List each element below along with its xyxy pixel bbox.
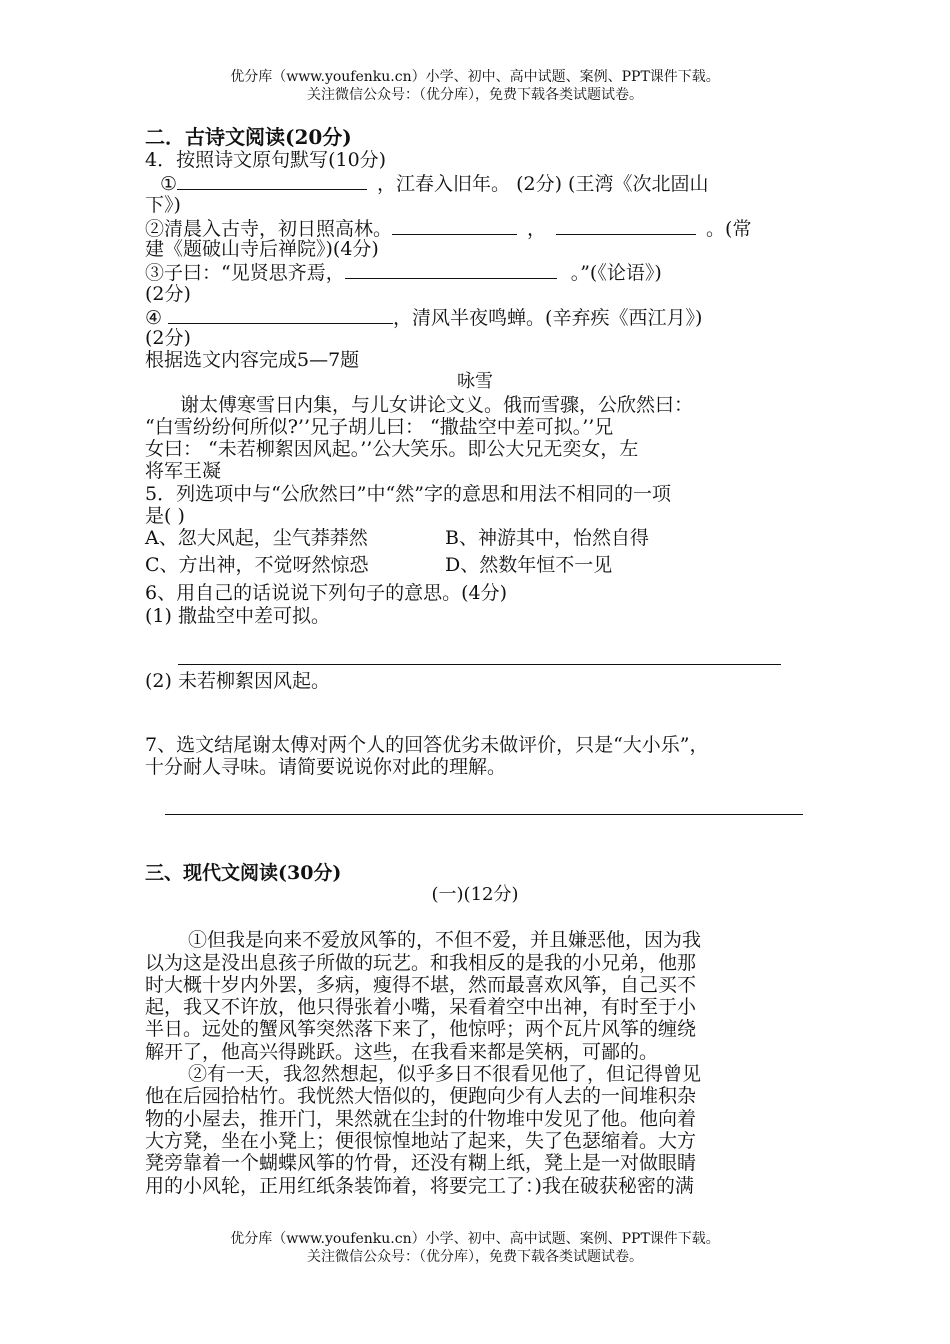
q4-item2-text: ②清晨入古寺，初日照高林。 (145, 218, 393, 240)
paragraph-line: 半日。远处的蟹风筝突然落下来了，他惊呼；两个瓦片风筝的缠绕 (145, 1018, 697, 1040)
q4-item2-sep: ， (527, 218, 547, 240)
q5-option-d: D、然数年恒不一见 (445, 554, 613, 576)
q4-item4-text: ，清风半夜鸣蝉。(辛弃疾《西江月》) (393, 307, 703, 329)
q4-item1-blank[interactable] (177, 171, 367, 190)
paragraph-line: ②有一天，我忽然想起，似乎多日不很看见他了，但记得曾见 (188, 1063, 702, 1085)
q7-answer-line[interactable] (165, 814, 803, 815)
q4-item1 (160, 171, 708, 195)
q4-item2-cont: 建《题破山寺后禅院》)(4分) (145, 238, 379, 260)
q4-item3-score: (2分) (145, 283, 191, 305)
q4-item3-end: 。”(《论语》) (570, 262, 662, 284)
q6-title: 6、用自己的话说说下列句子的意思。(4分) (145, 582, 508, 604)
q6-item2: (2) 未若柳絮因风起。 (145, 670, 330, 692)
q4-item4-score: (2分) (145, 327, 191, 349)
page-footer-line2: 关注微信公众号：（优分库），免费下载各类试题试卷。 (307, 1249, 643, 1265)
section2-title: 二．古诗文阅读(20分) (145, 125, 352, 149)
passage-line: 将军王凝 (145, 460, 222, 482)
q4-item4-blank[interactable] (168, 305, 393, 324)
q7-line1: 7、选文结尾谢太傅对两个人的回答优劣未做评价，只是“大小乐”， (145, 734, 709, 756)
q5-option-b: B、神游其中，怡然自得 (445, 527, 649, 549)
paragraph-line: 解开了，他高兴得跳跃。这些，在我看来都是笑柄，可鄙的。 (145, 1041, 659, 1063)
q4-item4-num: ④ (145, 307, 163, 329)
poem-title: 咏雪 (457, 371, 493, 392)
q4-item2-end: 。(常 (706, 218, 752, 240)
paragraph-line: 以为这是没出息孩子所做的玩艺。和我相反的是我的小兄弟，他那 (145, 952, 697, 974)
q4-item2-blank2[interactable] (556, 216, 696, 235)
paragraph-line: 物的小屋去，推开门，果然就在尘封的什物堆中发见了他。他向着 (145, 1108, 697, 1130)
page-header-line2: 关注微信公众号：（优分库），免费下载各类试题试卷。 (307, 87, 643, 103)
q6-answer-line[interactable] (178, 664, 781, 665)
q5-option-c: C、方出神，不觉呀然惊恐 (145, 554, 369, 576)
q4-item1-text: ，江春入旧年。 (2分) (王湾《次北固山 (377, 173, 709, 195)
page-footer-line1: 优分库（www.youfenku.cn）小学、初中、高中试题、案例、PPT课件下载。 (230, 1231, 720, 1247)
page-header-line1: 优分库（www.youfenku.cn）小学、初中、高中试题、案例、PPT课件下载。 (230, 69, 720, 85)
paragraph-line: 他在后园拾枯竹。我恍然大悟似的，便跑向少有人去的一间堆积杂 (145, 1085, 697, 1107)
q4-item1-cont: 下》) (145, 194, 181, 216)
section3-title: 三、现代文阅读(30分) (145, 862, 342, 884)
q4-item3-blank[interactable] (345, 260, 557, 279)
paragraph-line: ①但我是向来不爱放风筝的，不但不爱，并且嫌恶他，因为我 (188, 929, 702, 951)
q5-option-a: A、忽大风起，尘气莽莽然 (145, 527, 368, 549)
q5-line1: 5．列选项中与“公欣然曰”中“然”字的意思和用法不相同的一项 (145, 483, 671, 505)
passage-line: 女曰： “未若柳絮因风起。’’公大笑乐。即公大兄无奕女，左 (145, 438, 639, 460)
paragraph-line: 时大概十岁内外罢，多病，瘦得不堪，然而最喜欢风筝，自己买不 (145, 974, 697, 996)
q4-item2-blank1[interactable] (392, 216, 517, 235)
part-title: (一)(12分) (431, 884, 519, 905)
q4-title: 4．按照诗文原句默写(10分) (145, 149, 387, 171)
q6-item1: (1) 撒盐空中差可拟。 (145, 605, 330, 627)
paragraph-line: 大方凳，坐在小凳上；便很惊惶地站了起来，失了色瑟缩着。大方 (145, 1130, 697, 1152)
instruction: 根据选文内容完成5—7题 (145, 349, 360, 371)
q4-item2 (145, 216, 751, 240)
q7-line2: 十分耐人寻味。请简要说说你对此的理解。 (145, 756, 507, 778)
paragraph-line: 用的小风轮，正用红纸条装饰着，将要完工了：)我在破获秘密的满 (145, 1175, 694, 1197)
passage-line: 谢太傅寒雪日内集，与儿女讲论文义。俄而雪骤，公欣然曰： (180, 394, 694, 416)
q4-item3-text: ③子曰：“见贤思齐焉， (145, 262, 345, 284)
q5-line2: 是( ) (145, 505, 185, 527)
q4-item4 (145, 305, 702, 329)
paragraph-line: 起，我又不许放，他只得张着小嘴，呆看着空中出神，有时至于小 (145, 996, 697, 1018)
passage-line: “白雪纷纷何所似?’’兄子胡儿曰： “撒盐空中差可拟。’’兄 (145, 416, 614, 438)
q4-item1-num: ① (160, 173, 178, 195)
q4-item3 (145, 260, 662, 284)
paragraph-line: 凳旁靠着一个蝴蝶风筝的竹骨，还没有糊上纸，凳上是一对做眼睛 (145, 1152, 697, 1174)
